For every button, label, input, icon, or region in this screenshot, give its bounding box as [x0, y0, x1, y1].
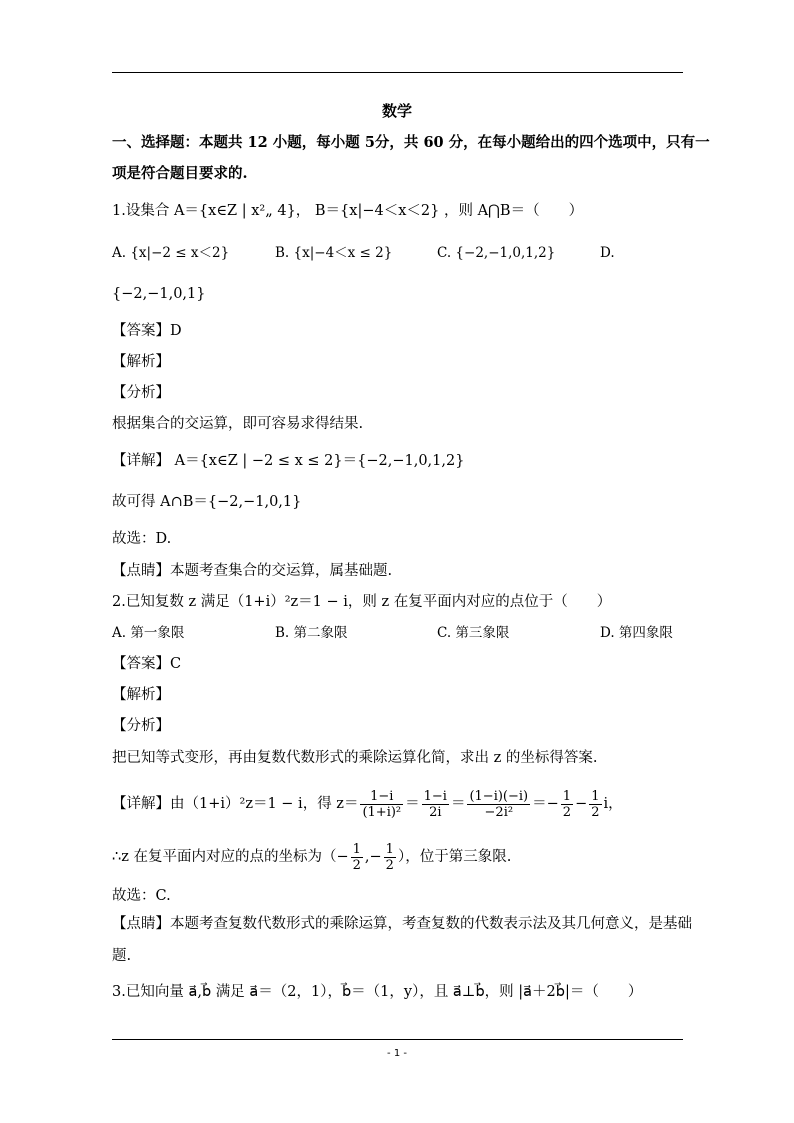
q2-choice: 故选：C.	[112, 888, 171, 904]
q2-fraction-3	[467, 789, 530, 820]
section-heading-cont: 项是符合题目要求的.	[112, 165, 248, 182]
q2-comment-cont: 题.	[112, 948, 132, 964]
q1-fenxi-label: 【分析】	[112, 385, 170, 401]
q2-detail-prefix: 【详解】由（1+i）²z＝1 − i，得 z＝	[112, 796, 359, 812]
q2-frac1-num: 1−i	[360, 789, 403, 805]
q2-analysis-label: 【解析】	[112, 687, 170, 703]
q2-point-frac-y-num: 1	[385, 841, 394, 857]
q2-point	[112, 837, 511, 877]
q2-point-frac-x-num: 1	[352, 841, 361, 857]
q2-fenxi-text: 把已知等式变形，再由复数代数形式的乘除运算化简，求出 z 的坐标得答案.	[112, 750, 598, 766]
q2-option-c: C. 第三象限	[437, 625, 510, 641]
q2-point-frac-y-den: 2	[385, 857, 394, 873]
q1-fenxi-text: 根据集合的交运算，即可容易求得结果.	[112, 416, 364, 432]
page-title: 数学	[381, 102, 412, 120]
q1-stem: 1.设集合 A＝{x∈Z | x²„ 4}， B＝{x|−4＜x＜2} ，则 A⋂B＝（ ）	[112, 203, 584, 219]
q2-fraction-4	[561, 789, 573, 820]
q2-point-frac-x	[351, 842, 363, 873]
q2-point-frac-x-den: 2	[352, 857, 361, 873]
q2-fraction-1	[360, 789, 403, 820]
q2-frac3-num: (1−i)(−i)	[469, 788, 529, 804]
q2-frac3-den: −2i²	[484, 804, 514, 820]
q3-stem: 3.已知向量 a⃗,b⃗ 满足 a⃗＝（2，1），b⃗＝（1，y），且 a⃗⊥b⃗，则 |a⃗＋2b⃗|＝（ ）	[112, 984, 643, 1000]
q2-fenxi-label: 【分析】	[112, 718, 170, 734]
q2-frac2-den: 2i	[429, 804, 442, 820]
q2-frac4-num: 1	[562, 788, 572, 804]
section-heading: 一、选择题：本题共 12 小题，每小题 5分，共 60 分，在每小题给出的四个选项中，只有一	[112, 134, 710, 151]
q2-frac2-num: 1−i	[423, 788, 447, 804]
q2-detail-tail: i，	[603, 796, 623, 812]
q2-detail: 【详解】由（1+i）²z＝1 − i，得 z＝ $\frac{1-i}{\text{(1+i)²}}$ ＝ $\frac{1-i}{2i}$ ＝ $\frac{(1-i)(-i)}{\text{−2i²}}$ ＝− $\frac{1}{2}$ − $\frac{1}{2}$ i，	[112, 788, 623, 820]
q2-point-frac-y	[384, 842, 396, 873]
footer-rule	[112, 1039, 683, 1040]
q1-answer: 【答案】D	[112, 323, 182, 339]
q1-option-d: D.	[600, 245, 615, 261]
q2-option-b: B. 第二象限	[275, 625, 348, 641]
q1-option-c: C. {−2,−1,0,1,2}	[437, 245, 556, 261]
header-rule	[112, 72, 683, 73]
q2-point-prefix: ∴z 在复平面内对应的点的坐标为（−	[112, 849, 349, 865]
q1-detail: 【详解】 A＝{x∈Z | −2 ≤ x ≤ 2}＝{−2,−1,0,1,2}	[112, 453, 465, 469]
q1-result: 故可得 A∩B＝{−2,−1,0,1}	[112, 494, 302, 510]
q1-option-b: B. {x|−4＜x ≤ 2}	[275, 245, 393, 261]
q2-option-a: A. 第一象限	[112, 625, 185, 641]
q2-frac4-den: 2	[562, 804, 572, 820]
q1-choice: 故选：D.	[112, 531, 172, 547]
q1-option-a: A. {x|−2 ≤ x＜2}	[112, 245, 230, 261]
q2-comment: 【点睛】本题考查复数代数形式的乘除运算，考查复数的代数表示法及其几何意义，是基础	[112, 916, 692, 932]
q1-option-d-value: {−2,−1,0,1}	[112, 286, 206, 302]
q2-frac1-den: (1+i)²	[362, 804, 402, 820]
q2-frac5-num: 1	[591, 788, 600, 804]
q2-fraction-5	[589, 789, 601, 820]
q1-analysis-label: 【解析】	[112, 354, 170, 370]
q2-point-suffix: ），位于第三象限.	[397, 849, 512, 865]
q2-option-d: D. 第四象限	[600, 625, 673, 641]
q1-comment: 【点睛】本题考查集合的交运算，属基础题.	[112, 563, 393, 579]
q2-stem: 2.已知复数 z 满足（1+i）²z＝1 − i，则 z 在复平面内对应的点位于（ ）	[112, 594, 612, 610]
q2-fraction-2	[422, 789, 449, 820]
q2-point-mid: ,−	[364, 849, 382, 865]
q2-frac5-den: 2	[591, 804, 600, 820]
page-number: - 1 -	[387, 1048, 407, 1059]
q2-answer: 【答案】C	[112, 656, 182, 672]
